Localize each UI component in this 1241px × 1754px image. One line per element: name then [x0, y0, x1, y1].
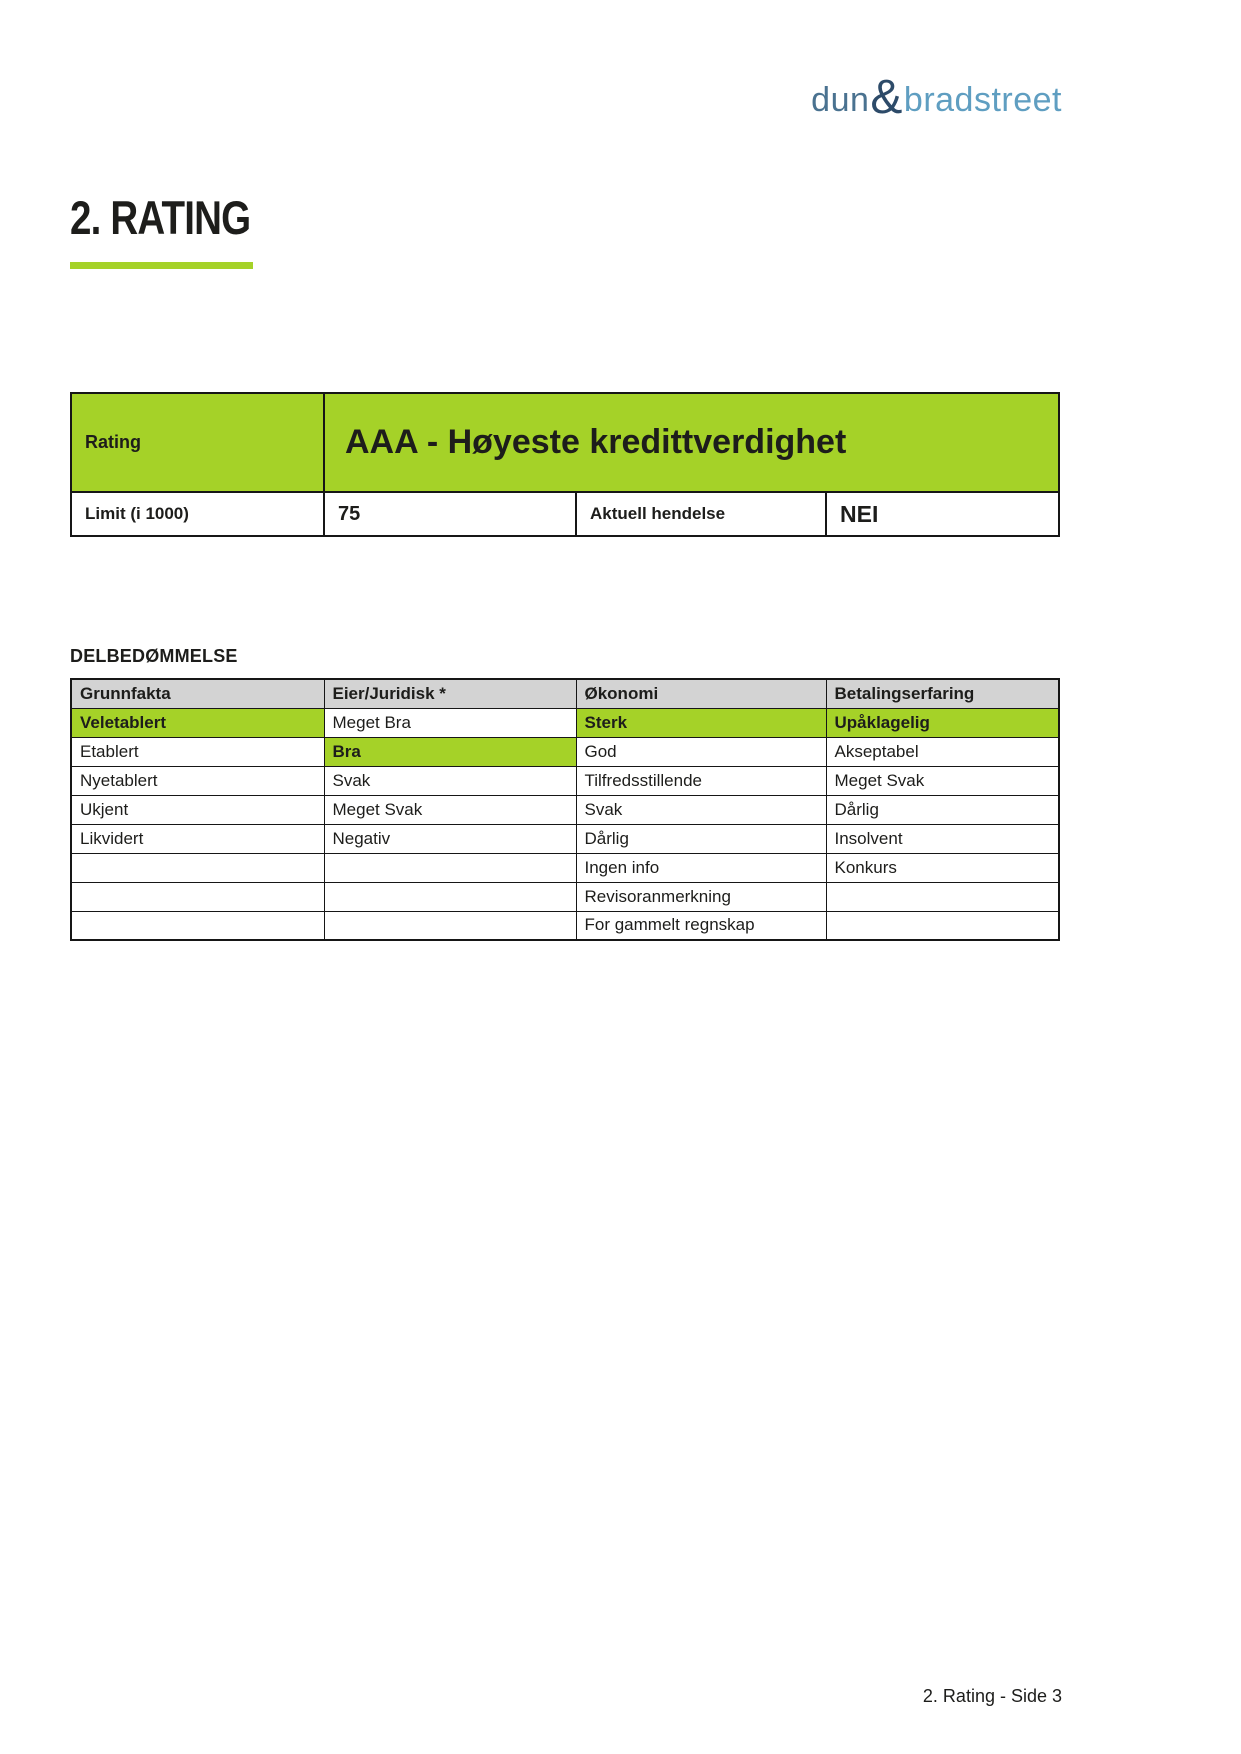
- column-header: Grunnfakta: [71, 679, 324, 708]
- rating-table: [70, 392, 1060, 537]
- table-cell: Upåklagelig: [826, 708, 1059, 737]
- logo-ampersand-icon: &: [870, 71, 903, 124]
- rating-limit-row: [71, 492, 1059, 536]
- table-cell: [826, 882, 1059, 911]
- column-header: Økonomi: [576, 679, 826, 708]
- table-row: [71, 882, 1059, 911]
- table-cell: Likvidert: [71, 824, 324, 853]
- column-header: Betalingserfaring: [826, 679, 1059, 708]
- table-cell: [324, 911, 576, 940]
- table-cell: Svak: [576, 795, 826, 824]
- table-cell: Ukjent: [71, 795, 324, 824]
- table-row: [71, 824, 1059, 853]
- table-cell: [71, 882, 324, 911]
- limit-label-cell: Limit (i 1000): [71, 492, 324, 536]
- table-cell: Konkurs: [826, 853, 1059, 882]
- table-cell: Meget Svak: [324, 795, 576, 824]
- delbedommelse-title: DELBEDØMMELSE: [70, 646, 238, 666]
- rating-label-cell: Rating: [71, 393, 324, 492]
- table-row: [71, 795, 1059, 824]
- delbedommelse-header-row: [71, 679, 1059, 708]
- rating-header-row: [71, 393, 1059, 492]
- event-label-cell: Aktuell hendelse: [576, 492, 826, 536]
- table-cell: Revisoranmerkning: [576, 882, 826, 911]
- table-cell: Tilfredsstillende: [576, 766, 826, 795]
- table-cell: God: [576, 737, 826, 766]
- table-cell: Nyetablert: [71, 766, 324, 795]
- table-cell: [324, 853, 576, 882]
- table-cell: [826, 911, 1059, 940]
- table-cell: Veletablert: [71, 708, 324, 737]
- page-footer: 2. Rating - Side 3: [922, 1686, 1062, 1706]
- table-cell: Negativ: [324, 824, 576, 853]
- table-cell: Bra: [324, 737, 576, 766]
- table-cell: Etablert: [71, 737, 324, 766]
- heading-underline-bar: [70, 262, 253, 269]
- table-cell: [71, 911, 324, 940]
- table-cell: Svak: [324, 766, 576, 795]
- dun-bradstreet-logo: [811, 68, 1062, 123]
- table-cell: Meget Svak: [826, 766, 1059, 795]
- table-cell: For gammelt regnskap: [576, 911, 826, 940]
- table-row: [71, 911, 1059, 940]
- table-cell: Sterk: [576, 708, 826, 737]
- table-cell: [71, 853, 324, 882]
- rating-value-cell: AAA - Høyeste kredittverdighet: [324, 393, 1059, 492]
- limit-value-cell: 75: [324, 492, 576, 536]
- table-cell: Dårlig: [826, 795, 1059, 824]
- column-header: Eier/Juridisk *: [324, 679, 576, 708]
- table-row: [71, 853, 1059, 882]
- section-title: 2. RATING: [70, 191, 251, 244]
- event-value-cell: NEI: [826, 492, 1059, 536]
- table-cell: Akseptabel: [826, 737, 1059, 766]
- table-cell: Ingen info: [576, 853, 826, 882]
- table-cell: Insolvent: [826, 824, 1059, 853]
- table-row: [71, 708, 1059, 737]
- logo-text-bradstreet: bradstreet: [903, 81, 1062, 119]
- table-row: [71, 737, 1059, 766]
- table-cell: Meget Bra: [324, 708, 576, 737]
- table-cell: [324, 882, 576, 911]
- table-cell: Dårlig: [576, 824, 826, 853]
- delbedommelse-table: [70, 678, 1060, 941]
- logo-text-dun: dun: [811, 81, 870, 119]
- table-row: [71, 766, 1059, 795]
